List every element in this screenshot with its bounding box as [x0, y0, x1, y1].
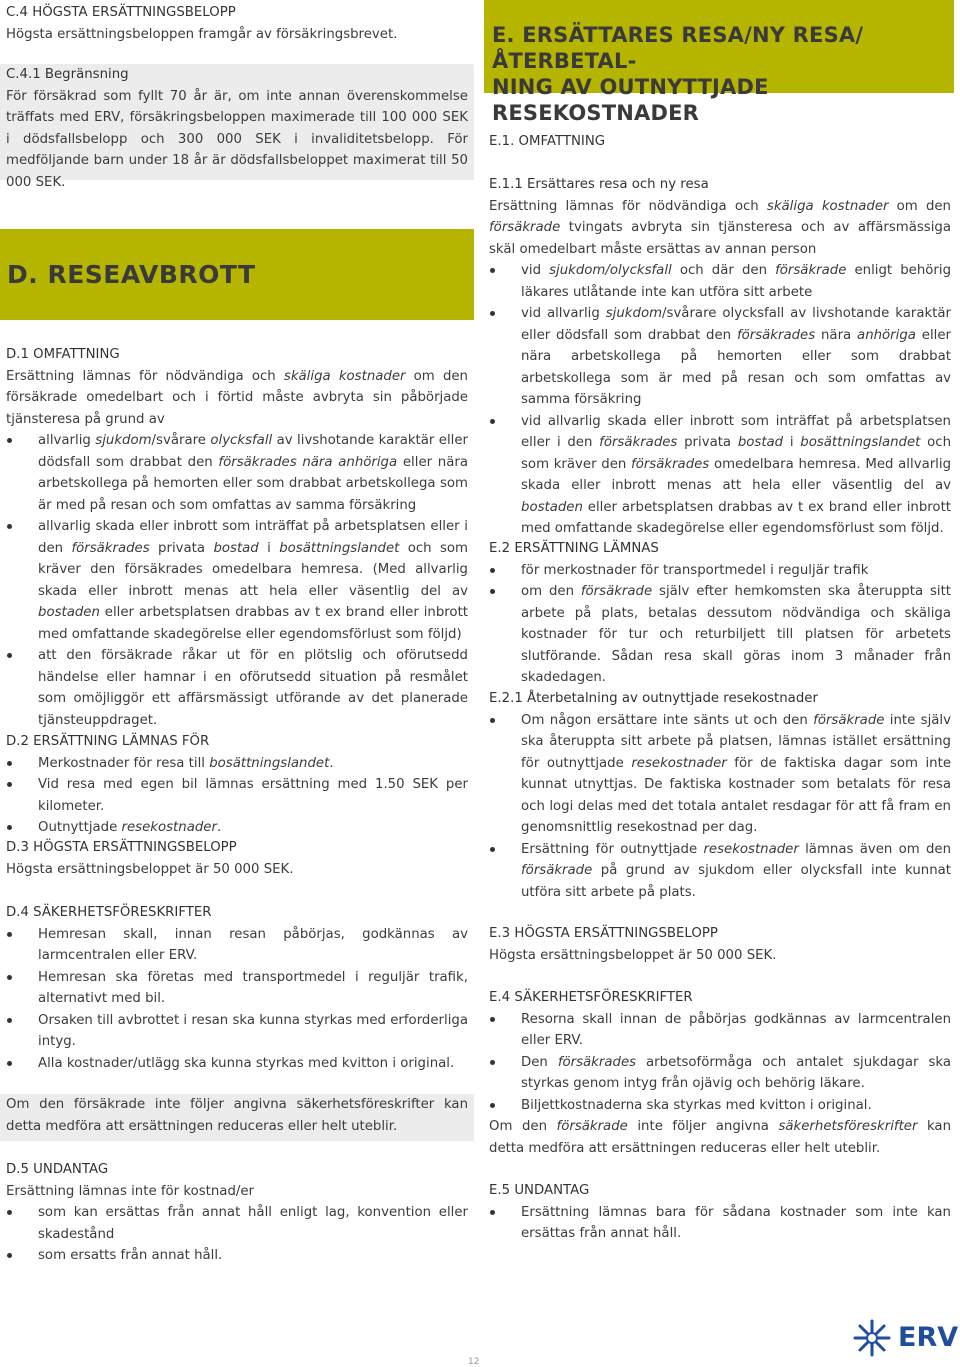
section-e5: [489, 1180, 951, 1245]
list-item: vid allvarlig skada eller inbrott som inträffat på arbetsplatsen eller i den försäkrades privata bostad i bosättningslandet och som kräver den försäkrades omedelbara hemresa. Med allvarlig skada eller inbrott menas att hela eller väsentlig del av bostaden eller arbetsplatsen drabbas av t ex brand eller inbrott med omfattande skadegörelse eller egendomsförlust som följd.: [489, 411, 951, 540]
section-e-title-band: [484, 0, 954, 125]
section-heading: D.3 HÖGSTA ERSÄTTNINGSBELOPP: [6, 840, 237, 855]
section-text: Högsta ersättningsbeloppet är 50 000 SEK.: [6, 861, 294, 877]
list-item: som ersatts från annat håll.: [6, 1245, 468, 1267]
bullet-list: [489, 710, 951, 904]
section-heading: C.4.1 Begränsning: [6, 67, 129, 82]
bullet-list: [489, 260, 951, 540]
list-item: vid allvarlig sjukdom/svårare olycksfall av livshotande karaktär eller dödsfall som drabbat den försäkrades nära anhöriga eller nära arbetskollega på hemorten eller som drabbat arbetskollega som är med på resan och som omfattas av samma försäkring: [489, 303, 951, 411]
page-number: 12: [468, 1357, 480, 1367]
section-heading: E.4 SÄKERHETSFÖRESKRIFTER: [489, 990, 693, 1005]
section-text: Högsta ersättningsbeloppet är 50 000 SEK.: [489, 947, 777, 963]
section-heading: E.2 ERSÄTTNING LÄMNAS: [489, 541, 659, 556]
list-item: att den försäkrade råkar ut för en plötslig och oförutsedd händelse eller hamnar i en oförutsedd situation på resmålet som omöjliggör ett affärsmässigt utförande av det planerade tjänsteuppdraget.: [6, 645, 468, 731]
section-c4: [6, 2, 468, 45]
bullet-list: [489, 1009, 951, 1117]
section-e1: [489, 131, 951, 153]
list-item: Resorna skall innan de påbörjas godkännas av larmcentralen eller ERV.: [489, 1009, 951, 1052]
section-note: Om den försäkrade inte följer angivna säkerhetsföreskrifter kan detta medföra att ersättningen reduceras eller helt uteblir.: [6, 1097, 468, 1134]
list-item: Alla kostnader/utlägg ska kunna styrkas med kvitton i original.: [6, 1053, 468, 1075]
section-note: Om den försäkrade inte följer angivna säkerhetsföreskrifter kan detta medföra att ersättningen reduceras eller helt uteblir.: [489, 1119, 952, 1156]
section-intro: Ersättning lämnas för nödvändiga och skäliga kostnader om den försäkrade omedelbart och i förtid måste avbryta sin påbörjade tjänsteresa på grund av: [6, 368, 468, 427]
bullet-list: [6, 924, 468, 1075]
bullet-list: [6, 430, 468, 731]
list-item: Ersättning lämnas bara för sådana kostnader som inte kan ersättas från annat håll.: [489, 1202, 951, 1245]
section-d2: [6, 731, 468, 839]
bullet-list: [489, 1202, 951, 1245]
section-heading: E.3 HÖGSTA ERSÄTTNINGSBELOPP: [489, 926, 718, 941]
section-heading: C.4 HÖGSTA ERSÄTTNINGSBELOPP: [6, 5, 236, 20]
section-d4-note-box: [0, 1094, 474, 1141]
list-item: Orsaken till avbrottet i resan ska kunna styrkas med erforderliga intyg.: [6, 1010, 468, 1053]
section-heading: E.1. OMFATTNING: [489, 134, 606, 149]
section-d5: [6, 1159, 468, 1267]
section-heading: D.1 OMFATTNING: [6, 347, 120, 362]
section-title: D. RESEAVBROTT: [7, 260, 256, 289]
bullet-list: [489, 560, 951, 689]
list-item: Vid resa med egen bil lämnas ersättning med 1.50 SEK per kilometer.: [6, 774, 468, 817]
bullet-list: [6, 753, 468, 839]
list-item: Outnyttjade resekostnader.: [6, 817, 468, 839]
section-text: Högsta ersättningsbeloppen framgår av försäkringsbrevet.: [6, 26, 398, 42]
list-item: Hemresan skall, innan resan påbörjas, godkännas av larmcentralen eller ERV.: [6, 924, 468, 967]
section-e2: [489, 538, 951, 689]
section-heading: E.2.1 Återbetalning av outnyttjade resekostnader: [489, 691, 818, 706]
section-e11: [489, 174, 951, 540]
list-item: Merkostnader för resa till bosättningslandet.: [6, 753, 468, 775]
section-heading: D.5 UNDANTAG: [6, 1162, 109, 1177]
section-e21: [489, 688, 951, 903]
list-item: Biljettkostnaderna ska styrkas med kvitton i original.: [489, 1095, 951, 1117]
erv-sun-icon: [852, 1318, 892, 1358]
section-heading: E.5 UNDANTAG: [489, 1183, 590, 1198]
section-e4: [489, 987, 951, 1159]
section-text: För försäkrad som fyllt 70 år är, om inte annan överenskommelse träffats med ERV, försäkringsbeloppen maximerade till 100 000 SEK i dödsfallsbelopp och 300 000 SEK i invaliditetsbelopp. För medföljande barn under 18 år är dödsfallsbeloppet maximerat till 50 000 SEK.: [6, 88, 468, 190]
list-item: allvarlig skada eller inbrott som inträffat på arbetsplatsen eller i den försäkrades privata bostad i bosättningslandet och som kräver den försäkrades omedelbara hemresa. (Med allvarlig skada eller inbrott menas att hela eller väsentlig del av bostaden eller arbetsplatsen drabbas av t ex brand eller inbrott med omfattande skadegörelse eller egendomsförlust som följd): [6, 516, 468, 645]
section-title-line: E. ERSÄTTARES RESA/NY RESA/ÅTERBETAL-: [492, 23, 864, 73]
bullet-list: [6, 1202, 468, 1267]
section-c41-box: [0, 64, 474, 190]
section-intro: Ersättning lämnas för nödvändiga och skäliga kostnader om den försäkrade tvingats avbryta sin tjänsteresa och av affärsmässiga skäl omedelbart måste ersättas av annan person: [489, 198, 951, 257]
section-title-line: NING AV OUTNYTTJADE RESEKOSTNADER: [492, 75, 769, 125]
list-item: för merkostnader för transportmedel i reguljär trafik: [489, 560, 951, 582]
list-item: Ersättning för outnyttjade resekostnader lämnas även om den försäkrade på grund av sjukdom eller olycksfall inte kunnat utföra sitt arbete på plats.: [489, 839, 951, 904]
section-text: Ersättning lämnas inte för kostnad/er: [6, 1183, 255, 1199]
section-d-title-band: [0, 229, 474, 320]
list-item: Om någon ersättare inte sänts ut och den försäkrade inte själv ska återuppta sitt arbete på platsen, lämnas istället ersättning för outnyttjade resekostnader för de faktiska dagar som inte kunnat utnyttjas. De faktiska kostnader som betalats för resa och logi delas med det totala antalet resdagar för att få fram en genomsnittlig resekostnad per dag.: [489, 710, 951, 839]
logo-text: ERV: [898, 1322, 959, 1353]
section-d3: [6, 837, 468, 880]
list-item: som kan ersättas från annat håll enligt lag, konvention eller skadestånd: [6, 1202, 468, 1245]
list-item: Den försäkrades arbetsoförmåga och antalet sjukdagar ska styrkas genom intyg från ojävig och behörig läkare.: [489, 1052, 951, 1095]
list-item: allvarlig sjukdom/svårare olycksfall av livshotande karaktär eller dödsfall som drabbat den försäkrades nära anhöriga eller nära arbetskollega på hemorten eller som drabbat arbetskollega som är med på resan och som omfattas av samma försäkring: [6, 430, 468, 516]
section-d1: [6, 344, 468, 731]
list-item: vid sjukdom/olycksfall och där den försäkrade enligt behörig läkares utlåtande inte kan utföra sitt arbete: [489, 260, 951, 303]
section-e3: [489, 923, 951, 966]
list-item: om den försäkrade själv efter hemkomsten ska återuppta sitt arbete på plats, betalas dessutom nödvändiga och skäliga kostnader för tur och returbiljett till platsen för arbetets slutförande. Sådan resa skall göras inom 3 månader från skadedagen.: [489, 581, 951, 689]
section-heading: D.2 ERSÄTTNING LÄMNAS FÖR: [6, 734, 210, 749]
section-heading: E.1.1 Ersättares resa och ny resa: [489, 177, 709, 192]
section-heading: D.4 SÄKERHETSFÖRESKRIFTER: [6, 905, 212, 920]
erv-logo: [852, 1318, 958, 1358]
section-d4: [6, 902, 468, 1074]
list-item: Hemresan ska företas med transportmedel i reguljär trafik, alternativt med bil.: [6, 967, 468, 1010]
